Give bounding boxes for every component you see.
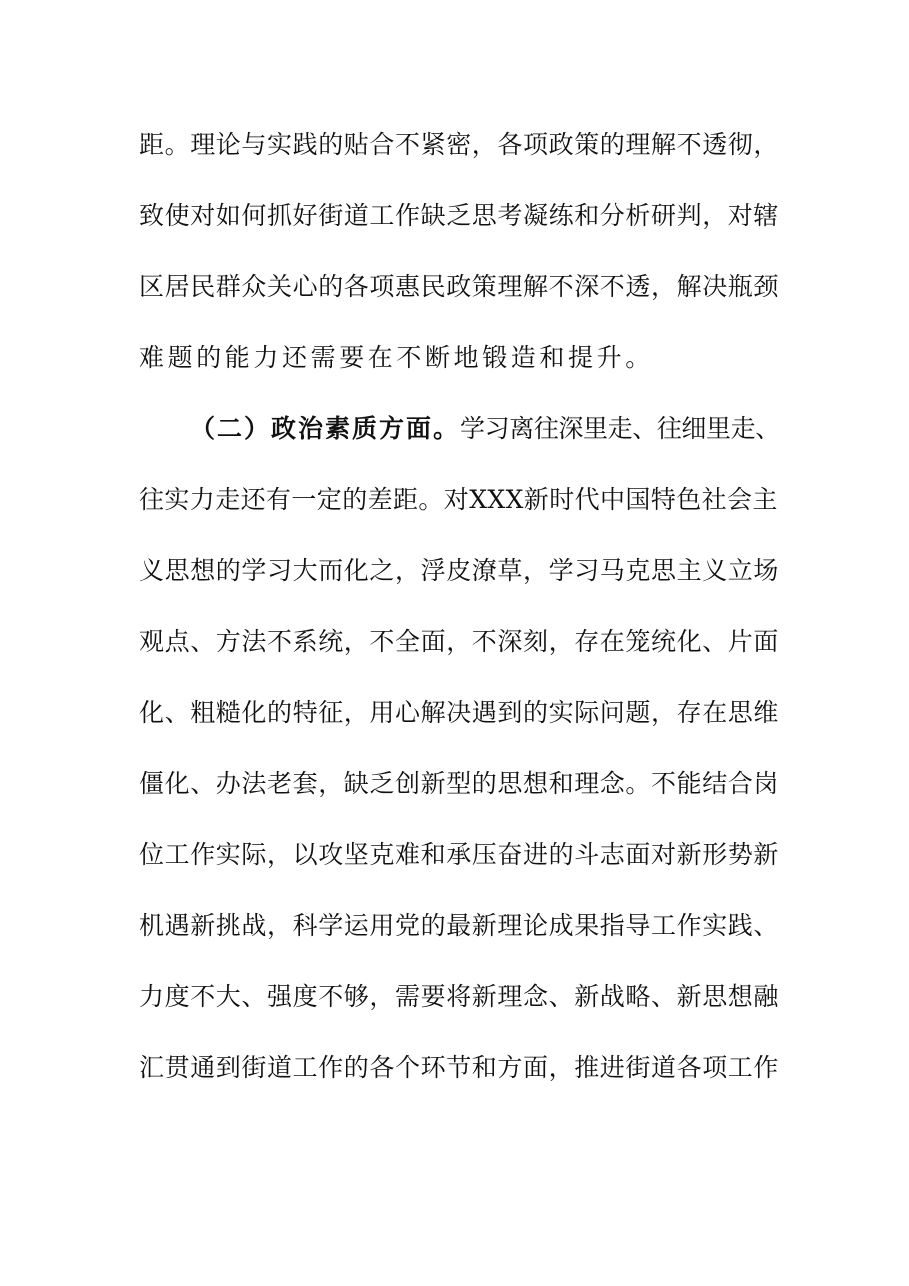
text-line: 致使对如何抓好街道工作缺乏思考凝练和分析研判，对辖	[139, 201, 780, 230]
text-line: 汇贯通到街道工作的各个环节和方面，推进街道各项工作	[139, 1053, 780, 1082]
text-line-continuation: 学习离往深里走、往细里走、	[460, 414, 780, 443]
text-line: 观点、方法不系统，不全面，不深刻，存在笼统化、片面	[139, 627, 780, 656]
text-line: 距。理论与实践的贴合不紧密，各项政策的理解不透彻，	[139, 130, 780, 159]
text-line: 僵化、办法老套，缺乏创新型的思想和理念。不能结合岗	[139, 769, 780, 798]
text-line: 区居民群众关心的各项惠民政策理解不深不透，解决瓶颈	[139, 272, 780, 301]
text-line: 机遇新挑战，科学运用党的最新理论成果指导工作实践、	[139, 911, 780, 940]
text-line: 化、粗糙化的特征，用心解决遇到的实际问题，存在思维	[139, 698, 780, 727]
text-line: 往实力走还有一定的差距。对XXX新时代中国特色社会主	[139, 485, 778, 514]
section-heading: （二）政治素质方面。	[190, 414, 461, 443]
text-line-first	[190, 414, 780, 444]
text-line: 力度不大、强度不够，需要将新理念、新战略、新思想融	[139, 982, 780, 1011]
text-line: 位工作实际，以攻坚克难和承压奋进的斗志面对新形势新	[139, 840, 780, 869]
text-line: 难题的能力还需要在不断地锻造和提升。	[139, 343, 654, 372]
text-line: 义思想的学习大而化之，浮皮潦草，学习马克思主义立场	[139, 556, 780, 585]
